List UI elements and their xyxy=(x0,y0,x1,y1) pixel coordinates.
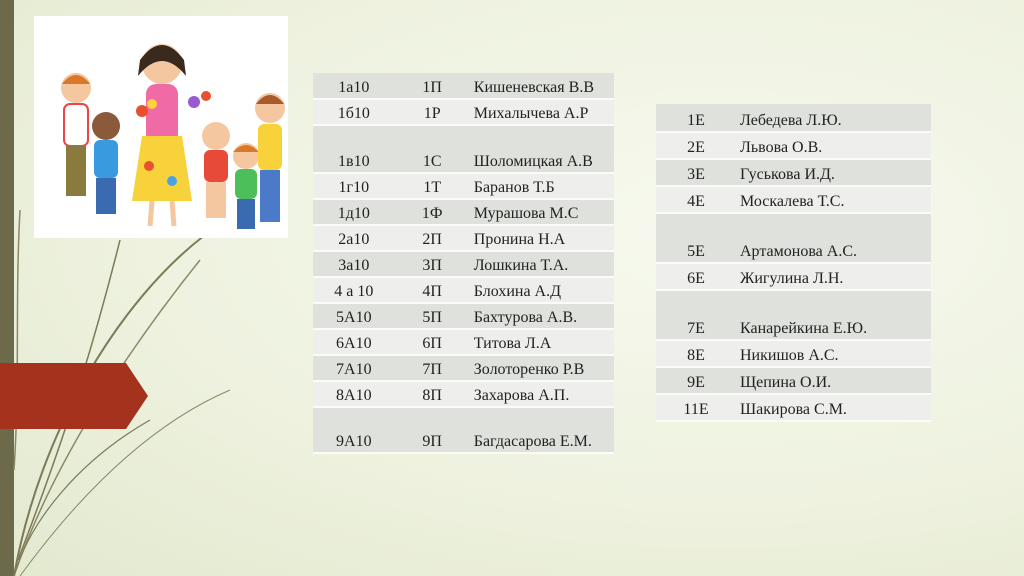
code-cell: 1Ф xyxy=(395,199,470,225)
table-row xyxy=(313,125,614,173)
code-cell: 1П xyxy=(395,73,470,99)
code-cell: 3П xyxy=(395,251,470,277)
table-row xyxy=(313,303,614,329)
code-cell: 11Е xyxy=(656,394,736,421)
teacher-cell: Мурашова М.С xyxy=(470,199,614,225)
teacher-cell: Гуськова И.Д. xyxy=(736,159,931,186)
table-row xyxy=(656,263,931,290)
class-cell: 7А10 xyxy=(313,355,395,381)
class-cell: 1б10 xyxy=(313,99,395,125)
code-cell: 4Е xyxy=(656,186,736,213)
code-cell: 1С xyxy=(395,125,470,173)
teacher-cell: Золоторенко Р.В xyxy=(470,355,614,381)
code-cell: 1Т xyxy=(395,173,470,199)
table-row xyxy=(313,277,614,303)
code-cell: 1Е xyxy=(656,104,736,132)
code-cell: 5П xyxy=(395,303,470,329)
right-schedule-table xyxy=(656,104,931,422)
table-row xyxy=(656,394,931,421)
table-row xyxy=(313,73,614,99)
class-cell: 4 а 10 xyxy=(313,277,395,303)
table-row xyxy=(656,186,931,213)
code-cell: 6П xyxy=(395,329,470,355)
table-row xyxy=(313,199,614,225)
children-with-teacher-illustration xyxy=(34,16,288,238)
teacher-cell: Канарейкина Е.Ю. xyxy=(736,290,931,340)
teacher-cell: Кишеневская В.В xyxy=(470,73,614,99)
table-row xyxy=(313,381,614,407)
code-cell: 8П xyxy=(395,381,470,407)
class-cell: 5А10 xyxy=(313,303,395,329)
class-cell: 1в10 xyxy=(313,125,395,173)
table-row xyxy=(656,159,931,186)
teacher-cell: Шакирова С.М. xyxy=(736,394,931,421)
teacher-cell: Пронина Н.А xyxy=(470,225,614,251)
table-row xyxy=(656,132,931,159)
teacher-cell: Артамонова А.С. xyxy=(736,213,931,263)
table-row xyxy=(313,355,614,381)
red-arrow-tab xyxy=(0,363,148,429)
table-row xyxy=(313,407,614,453)
code-cell: 3Е xyxy=(656,159,736,186)
table-row xyxy=(313,225,614,251)
table-row xyxy=(656,340,931,367)
table-row xyxy=(656,367,931,394)
teacher-cell: Львова О.В. xyxy=(736,132,931,159)
table-row xyxy=(313,329,614,355)
class-cell: 6А10 xyxy=(313,329,395,355)
code-cell: 6Е xyxy=(656,263,736,290)
class-cell: 2а10 xyxy=(313,225,395,251)
teacher-cell: Захарова А.П. xyxy=(470,381,614,407)
teacher-cell: Щепина О.И. xyxy=(736,367,931,394)
table-row xyxy=(656,104,931,132)
teacher-cell: Лошкина Т.А. xyxy=(470,251,614,277)
code-cell: 1Р xyxy=(395,99,470,125)
children-with-teacher-icon xyxy=(34,16,288,238)
class-cell: 1д10 xyxy=(313,199,395,225)
left-schedule-table xyxy=(313,73,614,454)
code-cell: 2П xyxy=(395,225,470,251)
code-cell: 9П xyxy=(395,407,470,453)
teacher-cell: Никишов А.С. xyxy=(736,340,931,367)
table-row xyxy=(313,99,614,125)
code-cell: 5Е xyxy=(656,213,736,263)
table-row xyxy=(656,290,931,340)
teacher-cell: Титова Л.А xyxy=(470,329,614,355)
code-cell: 4П xyxy=(395,277,470,303)
teacher-cell: Багдасарова Е.М. xyxy=(470,407,614,453)
code-cell: 7П xyxy=(395,355,470,381)
code-cell: 2Е xyxy=(656,132,736,159)
table-row xyxy=(313,173,614,199)
teacher-cell: Москалева Т.С. xyxy=(736,186,931,213)
teacher-cell: Блохина А.Д xyxy=(470,277,614,303)
class-cell: 1г10 xyxy=(313,173,395,199)
code-cell: 9Е xyxy=(656,367,736,394)
table-row xyxy=(313,251,614,277)
class-cell: 9А10 xyxy=(313,407,395,453)
code-cell: 8Е xyxy=(656,340,736,367)
teacher-cell: Жигулина Л.Н. xyxy=(736,263,931,290)
teacher-cell: Михалычева А.Р xyxy=(470,99,614,125)
table-row xyxy=(656,213,931,263)
class-cell: 1а10 xyxy=(313,73,395,99)
class-cell: 8А10 xyxy=(313,381,395,407)
teacher-cell: Баранов Т.Б xyxy=(470,173,614,199)
teacher-cell: Лебедева Л.Ю. xyxy=(736,104,931,132)
teacher-cell: Шоломицкая А.В xyxy=(470,125,614,173)
code-cell: 7Е xyxy=(656,290,736,340)
class-cell: 3а10 xyxy=(313,251,395,277)
teacher-cell: Бахтурова А.В. xyxy=(470,303,614,329)
